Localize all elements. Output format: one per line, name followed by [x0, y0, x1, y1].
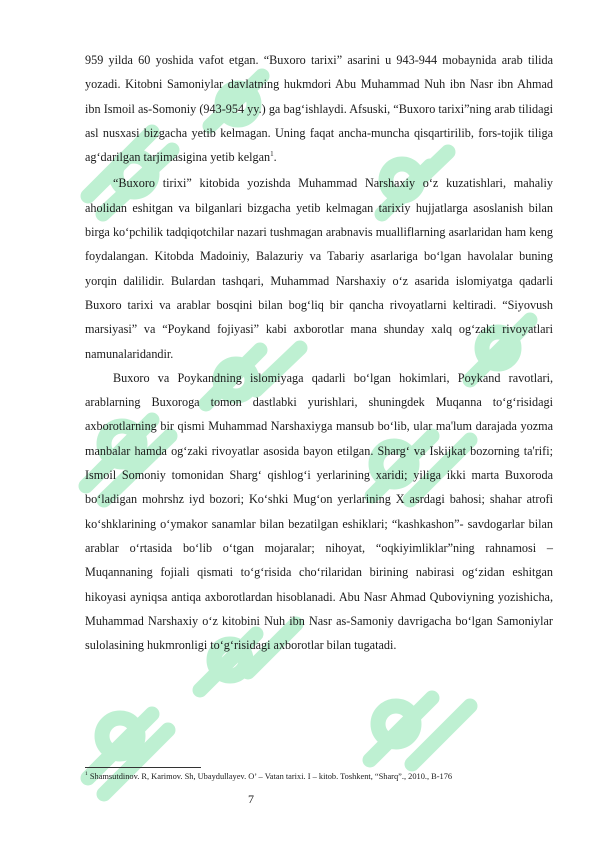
watermark-mark: [370, 698, 470, 764]
footnote-reference[interactable]: 1: [270, 150, 274, 159]
footnote: [85, 771, 565, 782]
body-text: [85, 48, 553, 657]
footnote-divider: [85, 767, 201, 768]
paragraph-1-end: .: [273, 150, 277, 165]
paragraph-2: “Buxoro tirixi” kitobida yozishda Muhammad Narshaxiy o‘z kuzatishlari, mahaliy aholidan eshitgan va bilganlari bizgacha yetib kelmagan tarixiy hujjatlarga asoslanish bilan birga ko‘pchilik tadqiqotchilar nazari tushmagan arabnavis mualliflarning asarlaridan ham keng foydalangan. Kitobda Madoiniy, Balazuriy va Tabariy asarlariga bo‘lgan havolalar buning yorqin dalilidir. Bulardan tashqari, Muhammad Narshaxiy o‘z asarida islomiyatga qadarli Buxoro tarixi va arablar bosqini bilan bog‘liq bir qancha rivoyatlarni keltiradi. “Siyovush marsiyasi” va “Poykand fojiyasi” kabi axborotlar mana shunday xalq og‘zaki rivoyatlari namunalaridandir.: [85, 176, 553, 361]
paragraph-1-text: 959 yilda 60 yoshida vafot etgan. “Buxoro tarixi” asarini u 943-944 mobaynida arab tilida yozadi. Kitobni Samoniylar davlatning hukmdori Abu Muhammad Nuh ibn Nasr ibn Ahmad ibn Ismoil as-Somoniy (943-954 yy.) ga bag‘ishlaydi. Afsuski, “Buxoro tarixi”ning arab tilidagi asl nusxasi bizgacha yetib kelmagan. Uning faqat ancha-muncha qisqartirilib, fors-tojik tiliga ag‘darilgan tarjimasigina yetib kelgan: [85, 53, 553, 165]
footnote-text: Shamsutdinov. R, Karimov. Sh, Ubaydullayev. O’ – Vatan tarixi. I – kitob. Toshkent, “Sharq”., 2010., B-176: [87, 772, 453, 781]
paragraph-1: [85, 48, 553, 169]
watermark-mark: [88, 714, 168, 794]
paragraph-3: Buxoro va Poykandning islomiyaga qadarli bo‘lgan hokimlari, Poykand ravotlari, arablarning Buxoroga tomon dastlabki yurishlari, shuningdek Muqanna to‘g‘risidagi axborotlarning bir qismi Muhammad Narshaxiyga mansub bo‘lib, ular ma'lum darajada yozma manbalar hamda og‘zaki rivoyatlar asosida bayon etilgan. Sharg‘ va Iskijkat bozorning ta'rifi; Ismoil Somoniy tomonidan Sharg‘ qishlog‘i yerlarining xaridi; yiliga ikki marta Buxoroda bo‘ladigan mohrshz iyd bozori; Ko‘shki Mug‘on yerlarining X asrdagi bahosi; shahar atrofi ko‘shklarining o‘ymakor sanamlar bilan bezatilgan eshiklari; “kashkashon”- savdogarlar bilan arablar o‘rtasida bo‘lib o‘tgan mojaralar; nihoyat, “oqkiyimliklar”ning rahnamosi – Muqannaning fojiali qismati to‘g‘risida cho‘rilaridan birining nabirasi og‘zidan eshitgan hikoyasi ayniqsa antiqa axborotlardan hisoblanadi. Abu Nasr Ahmad Quboviyning yozishicha, Muhammad Narshaxiy o‘z kitobini Nuh ibn Nasr as-Samoniy davrigacha bo‘lgan Samoniylar sulolasining hukmronligi to‘g‘risidagi axborotlar bilan tugatadi.: [85, 370, 553, 653]
footnote-marker: 1: [85, 771, 88, 778]
page-number: 7: [248, 792, 254, 806]
